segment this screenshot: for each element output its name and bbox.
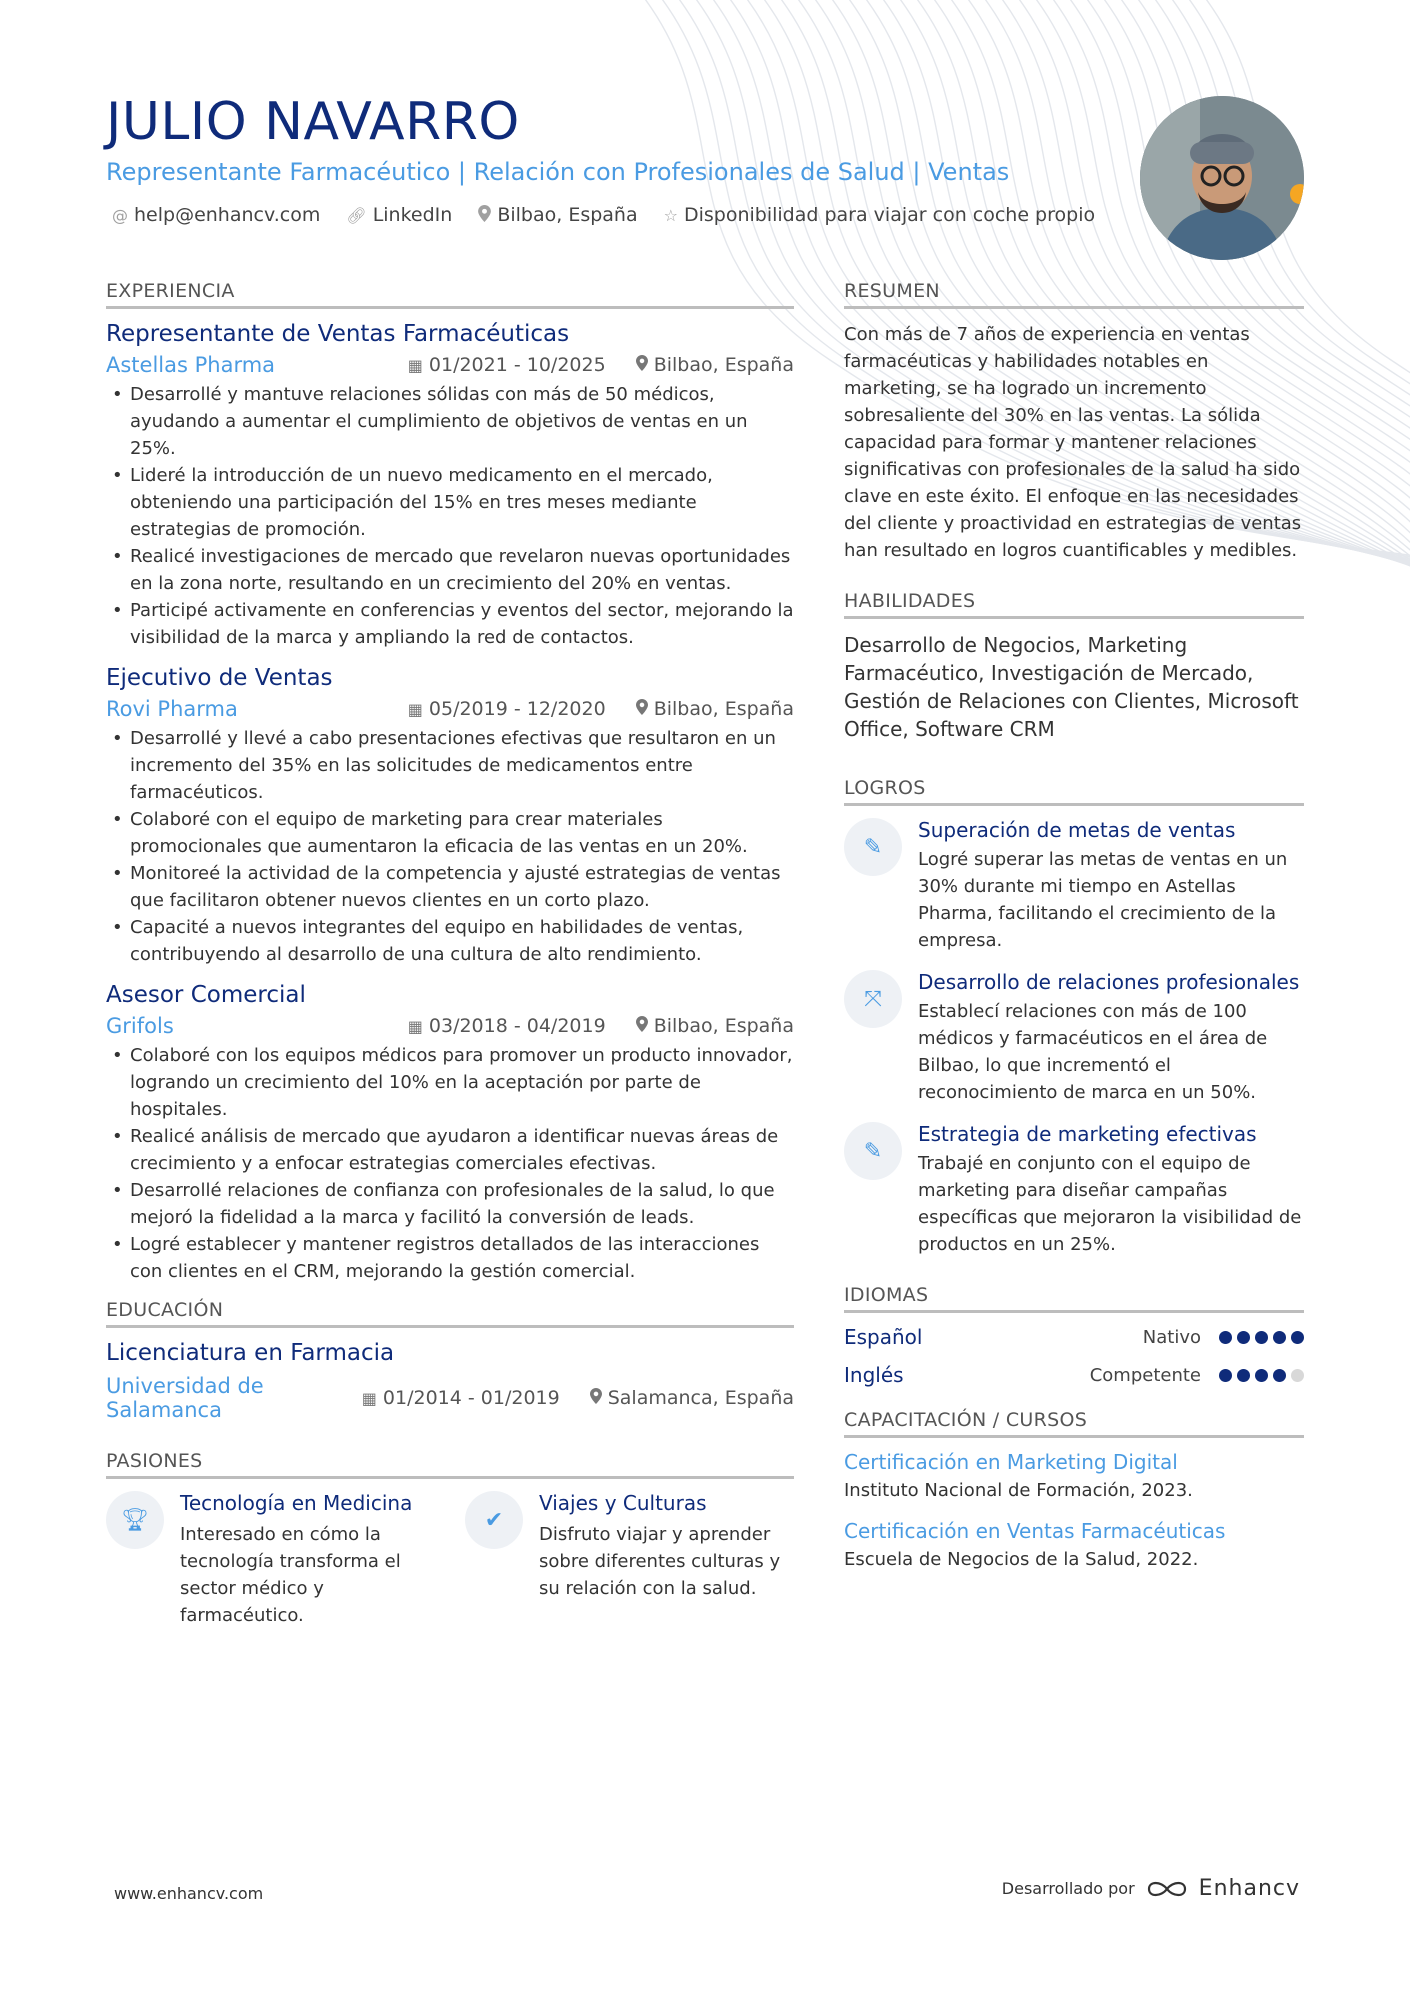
job-dates-text: 03/2018 - 04/2019 xyxy=(428,1015,606,1037)
job-company: Rovi Pharma xyxy=(106,697,238,721)
language-row xyxy=(844,1363,1304,1387)
job-title: Ejecutivo de Ventas xyxy=(106,665,333,691)
job-location-text: Bilbao, España xyxy=(653,1015,794,1037)
rating-dot xyxy=(1291,1369,1304,1382)
right-column xyxy=(844,280,1304,1588)
job-bullets xyxy=(106,1042,794,1285)
job-entry xyxy=(106,982,794,1285)
skills-heading: HABILIDADES xyxy=(844,590,1304,619)
job-meta xyxy=(106,1014,794,1038)
location-pin-icon xyxy=(636,355,648,375)
course-org: Instituto Nacional de Formación, 2023. xyxy=(844,1480,1193,1501)
contact-location-text: Bilbao, España xyxy=(497,204,638,226)
achievement-title: Estrategia de marketing efectivas xyxy=(918,1122,1257,1146)
education-meta xyxy=(106,1374,794,1422)
job-entry xyxy=(106,321,794,651)
calendar-icon: ▦ xyxy=(407,699,423,719)
achievement-item xyxy=(844,970,1304,1106)
rating-dot xyxy=(1237,1369,1250,1382)
footer-website[interactable]: www.enhancv.com xyxy=(114,1884,264,1903)
rating-dot xyxy=(1219,1369,1232,1382)
language-name: Español xyxy=(844,1325,923,1349)
job-bullet: • Desarrollé y mantuve relaciones sólidas con más de 50 médicos, ayudando a aumentar el cumplimiento de objetivos de ventas en un 25%. xyxy=(106,381,794,462)
job-dates-text: 05/2019 - 12/2020 xyxy=(428,698,606,720)
location-pin-icon xyxy=(636,1016,648,1036)
rating-dot xyxy=(1291,1331,1304,1344)
contact-linkedin-text: LinkedIn xyxy=(372,204,453,226)
language-level: Competente xyxy=(1089,1364,1201,1386)
job-bullet: • Realicé investigaciones de mercado que revelaron nuevas oportunidades en la zona norte, resultando en un crecimiento del 20% en ventas. xyxy=(106,543,794,597)
profile-photo xyxy=(1140,96,1304,260)
contact-linkedin[interactable] xyxy=(346,204,452,226)
education-heading: EDUCACIÓN xyxy=(106,1299,794,1328)
job-location-text: Bilbao, España xyxy=(653,698,794,720)
job-bullet: • Realicé análisis de mercado que ayudaron a identificar nuevas áreas de crecimiento y a enfocar estrategias comerciales efectivas. xyxy=(106,1123,794,1177)
education-dates-text: 01/2014 - 01/2019 xyxy=(382,1387,560,1409)
job-location xyxy=(636,354,794,376)
rating-dot xyxy=(1273,1331,1286,1344)
enhancv-logo-icon xyxy=(1145,1878,1189,1900)
job-title: Asesor Comercial xyxy=(106,982,306,1008)
passion-item xyxy=(465,1491,794,1629)
location-pin-icon xyxy=(636,699,648,719)
star-icon: ☆ xyxy=(663,205,678,225)
job-bullets xyxy=(106,725,794,968)
languages-list xyxy=(844,1325,1304,1387)
education-location xyxy=(590,1387,794,1409)
contact-email[interactable] xyxy=(112,204,320,226)
courses-heading: CAPACITACIÓN / CURSOS xyxy=(844,1409,1304,1438)
job-dates xyxy=(408,354,606,376)
job-bullet: • Monitoreé la actividad de la competencia y ajusté estrategias de ventas que facilitaron obtener nuevos clientes en un corto plazo. xyxy=(106,860,794,914)
achievement-title: Superación de metas de ventas xyxy=(918,818,1236,842)
summary-heading: RESUMEN xyxy=(844,280,1304,309)
left-column xyxy=(106,280,794,1629)
location-pin-icon xyxy=(478,205,491,226)
language-rating xyxy=(1219,1331,1304,1344)
calendar-icon: ▦ xyxy=(407,1016,423,1036)
achievement-desc: Logré superar las metas de ventas en un 30% durante mi tiempo en Astellas Pharma, facilitando el crecimiento de la empresa. xyxy=(918,849,1288,951)
job-dates xyxy=(408,698,606,720)
passions-list xyxy=(106,1491,794,1629)
rating-dot xyxy=(1237,1331,1250,1344)
contact-location xyxy=(478,204,637,226)
passion-title: Viajes y Culturas xyxy=(539,1491,707,1515)
job-bullet: • Lideré la introducción de un nuevo medicamento en el mercado, obteniendo una participación del 15% en tres meses mediante estrategias de promoción. xyxy=(106,462,794,543)
rating-dot xyxy=(1219,1331,1232,1344)
job-bullet: • Capacité a nuevos integrantes del equipo en habilidades de ventas, contribuyendo al desarrollo de una cultura de alto rendimiento. xyxy=(106,914,794,968)
job-bullet: • Colaboré con los equipos médicos para promover un producto innovador, logrando un crecimiento del 10% en la aceptación por parte de hospitales. xyxy=(106,1042,794,1123)
contact-travel-text: Disponibilidad para viajar con coche propio xyxy=(683,204,1096,226)
experience-heading: EXPERIENCIA xyxy=(106,280,794,309)
job-company: Grifols xyxy=(106,1014,174,1038)
passion-desc: Disfruto viajar y aprender sobre diferentes culturas y su relación con la salud. xyxy=(539,1524,781,1599)
at-icon: @ xyxy=(112,205,128,225)
rating-dot xyxy=(1255,1369,1268,1382)
language-level: Nativo xyxy=(1142,1326,1201,1348)
job-bullet: • Logré establecer y mantener registros detallados de las interacciones con clientes en el CRM, mejorando la gestión comercial. xyxy=(106,1231,794,1285)
passion-desc: Interesado en cómo la tecnología transforma el sector médico y farmacéutico. xyxy=(180,1524,401,1626)
course-title: Certificación en Ventas Farmacéuticas xyxy=(844,1519,1226,1543)
achievements-heading: LOGROS xyxy=(844,777,1304,806)
candidate-role: Representante Farmacéutico | Relación con Profesionales de Salud | Ventas xyxy=(106,158,1010,186)
job-bullet: • Participé activamente en conferencias y eventos del sector, mejorando la visibilidad de la marca y ampliando la red de contactos. xyxy=(106,597,794,651)
course-title: Certificación en Marketing Digital xyxy=(844,1450,1178,1474)
rating-dot xyxy=(1255,1331,1268,1344)
job-location-text: Bilbao, España xyxy=(653,354,794,376)
passions-heading: PASIONES xyxy=(106,1450,794,1479)
avatar xyxy=(1140,96,1304,260)
job-dates xyxy=(408,1015,606,1037)
contact-bar xyxy=(112,204,1095,226)
languages-heading: IDIOMAS xyxy=(844,1284,1304,1313)
footer-brand xyxy=(1002,1876,1300,1901)
summary-text: Con más de 7 años de experiencia en ventas farmacéuticas y habilidades notables en marketing, se ha logrado un incremento sobresaliente del 30% en las ventas. La sólida capacidad para formar y mantener relaciones significativas con profesionales de la salud ha sido clave en este éxito. El enfoque en las necesidades del cliente y proactividad en estrategias de ventas han resultado en logros cuantificables y medibles. xyxy=(844,324,1302,561)
skills-text: Desarrollo de Negocios, Marketing Farmacéutico, Investigación de Mercado, Gestión de Relaciones con Clientes, Microsoft Office, Software CRM xyxy=(844,633,1299,741)
job-dates-text: 01/2021 - 10/2025 xyxy=(428,354,606,376)
achievement-desc: Trabajé en conjunto con el equipo de marketing para diseñar campañas específicas que mejoraron la visibilidad de productos en un 25%. xyxy=(918,1153,1302,1255)
job-meta xyxy=(106,353,794,377)
education-degree: Licenciatura en Farmacia xyxy=(106,1340,395,1366)
contact-email-text: help@enhancv.com xyxy=(134,204,321,226)
passion-item xyxy=(106,1491,435,1629)
job-location xyxy=(636,1015,794,1037)
education-dates xyxy=(362,1387,560,1409)
trophy-icon: 🏆︎ xyxy=(106,1491,164,1549)
achievement-desc: Establecí relaciones con más de 100 médicos y farmacéuticos en el área de Bilbao, lo que incrementó el reconocimiento de marca en un 50%. xyxy=(918,1001,1268,1103)
course-org: Escuela de Negocios de la Salud, 2022. xyxy=(844,1549,1199,1570)
job-bullet: • Desarrollé relaciones de confianza con profesionales de la salud, lo que mejoró la fidelidad a la marca y facilitó la conversión de leads. xyxy=(106,1177,794,1231)
calendar-icon: ▦ xyxy=(407,355,423,375)
achievement-item xyxy=(844,818,1304,954)
contact-travel xyxy=(664,204,1095,226)
language-rating xyxy=(1219,1369,1304,1382)
achievement-title: Desarrollo de relaciones profesionales xyxy=(918,970,1300,994)
achievement-item xyxy=(844,1122,1304,1258)
job-bullet: • Colaboré con el equipo de marketing para crear materiales promocionales que aumentaron la eficacia de las ventas en un 20%. xyxy=(106,806,794,860)
rating-dot xyxy=(1273,1369,1286,1382)
passion-title: Tecnología en Medicina xyxy=(180,1491,413,1515)
job-meta xyxy=(106,697,794,721)
powered-by-label: Desarrollado por xyxy=(1001,1879,1135,1898)
handshake-icon: ⤧ xyxy=(844,970,902,1028)
job-company: Astellas Pharma xyxy=(106,353,276,377)
language-row xyxy=(844,1325,1304,1349)
education-school: Universidad de Salamanca xyxy=(106,1374,264,1422)
calendar-icon: ▦ xyxy=(361,1388,377,1408)
checkmark-icon: ✔ xyxy=(465,1491,523,1549)
magic-wand-icon: ✎ xyxy=(844,818,902,876)
language-name: Inglés xyxy=(844,1363,904,1387)
experience-list xyxy=(106,321,794,1285)
job-location xyxy=(636,698,794,720)
job-title: Representante de Ventas Farmacéuticas xyxy=(106,321,570,347)
job-bullet: • Desarrollé y llevé a cabo presentaciones efectivas que resultaron en un incremento del 35% en las solicitudes de medicamentos entre farmacéuticos. xyxy=(106,725,794,806)
link-icon: 🔗︎ xyxy=(346,205,367,225)
education-location-text: Salamanca, España xyxy=(607,1387,794,1409)
location-pin-icon xyxy=(590,1388,602,1408)
job-bullets xyxy=(106,381,794,651)
brand-name: Enhancv xyxy=(1198,1876,1300,1901)
job-entry xyxy=(106,665,794,968)
candidate-name: JULIO NAVARRO xyxy=(106,92,520,152)
magic-wand-icon: ✎ xyxy=(844,1122,902,1180)
